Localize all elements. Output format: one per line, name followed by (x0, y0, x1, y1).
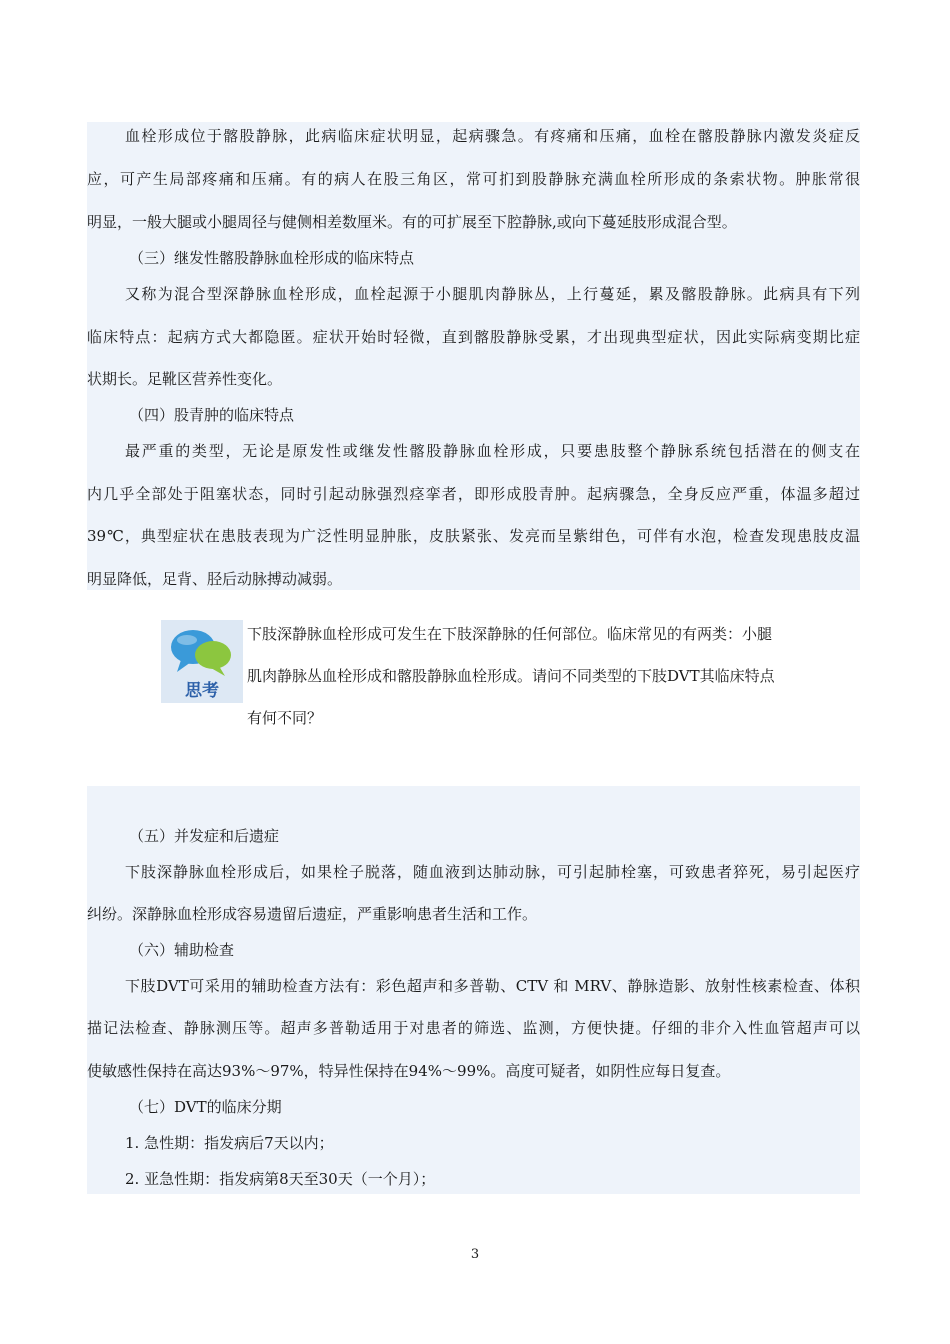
paragraph-line: 明显，一般大腿或小腿周径与健侧相差数厘米。有的可扩展至下腔静脉,或向下蔓延肢形成混合型。 (87, 213, 737, 231)
paragraph-line: 使敏感性保持在高达93%～97%，特异性保持在94%～99%。高度可疑者，如阴性应每日复查。 (87, 1062, 731, 1080)
paragraph-line: 下肢DVT可采用的辅助检查方法有：彩色超声和多普勒、CTV 和 MRV、静脉造影、放射性核素检查、体积 (125, 977, 860, 995)
list-item: 1. 急性期：指发病后7天以内； (125, 1134, 334, 1152)
think-text-line: 有何不同？ (247, 709, 323, 727)
paragraph-line: 内几乎全部处于阻塞状态，同时引起动脉强烈痉挛者，即形成股青肿。起病骤急，全身反应严重，体温多超过 (87, 485, 860, 503)
paragraph-line: 39℃，典型症状在患肢表现为广泛性明显肿胀，皮肤紧张、发亮而呈紫绀色，可伴有水泡，检查发现患肢皮温 (87, 527, 860, 545)
think-text-line: 肌肉静脉丛血栓形成和髂股静脉血栓形成。请问不同类型的下肢DVT其临床特点 (247, 667, 775, 685)
paragraph-line: 描记法检查、静脉测压等。超声多普勒适用于对患者的筛选、监测，方便快捷。仔细的非介入性血管超声可以 (87, 1019, 860, 1037)
paragraph-line: 纠纷。深静脉血栓形成容易遗留后遗症，严重影响患者生活和工作。 (87, 905, 538, 923)
highlight-block-top (87, 122, 860, 590)
paragraph-line: 状期长。足靴区营养性变化。 (87, 370, 283, 388)
think-label: 思考 (185, 681, 219, 701)
think-text-line: 下肢深静脉血栓形成可发生在下肢深静脉的任何部位。临床常见的有两类：小腿 (247, 625, 773, 643)
paragraph-line: 明显降低，足背、胫后动脉搏动减弱。 (87, 570, 343, 588)
paragraph-line: 血栓形成位于髂股静脉，此病临床症状明显，起病骤急。有疼痛和压痛，血栓在髂股静脉内激发炎症反 (125, 127, 860, 145)
speech-bubbles-icon (161, 620, 243, 703)
paragraph-line: 又称为混合型深静脉血栓形成，血栓起源于小腿肌肉静脉丛，上行蔓延，累及髂股静脉。此病具有下列 (125, 285, 860, 303)
section-heading-3: （三）继发性髂股静脉血栓形成的临床特点 (129, 249, 415, 267)
paragraph-line: 应，可产生局部疼痛和压痛。有的病人在股三角区，常可扪到股静脉充满血栓所形成的条索状物。肿胀常很 (87, 170, 860, 188)
section-heading-5: （五）并发症和后遗症 (129, 827, 280, 845)
paragraph-line: 最严重的类型，无论是原发性或继发性髂股静脉血栓形成，只要患肢整个静脉系统包括潜在的侧支在 (125, 442, 860, 460)
paragraph-line: 下肢深静脉血栓形成后，如果栓子脱落，随血液到达肺动脉，可引起肺栓塞，可致患者猝死，易引起医疗 (125, 863, 860, 881)
section-heading-6: （六）辅助检查 (129, 941, 235, 959)
section-heading-4: （四）股青肿的临床特点 (129, 406, 295, 424)
paragraph-line: 临床特点：起病方式大都隐匿。症状开始时轻微，直到髂股静脉受累，才出现典型症状，因此实际病变期比症 (87, 328, 860, 346)
section-heading-7: （七）DVT的临床分期 (129, 1098, 282, 1116)
think-icon (161, 620, 243, 703)
list-item: 2. 亚急性期：指发病第8天至30天（一个月）； (125, 1170, 436, 1188)
page-number: 3 (470, 1247, 480, 1262)
